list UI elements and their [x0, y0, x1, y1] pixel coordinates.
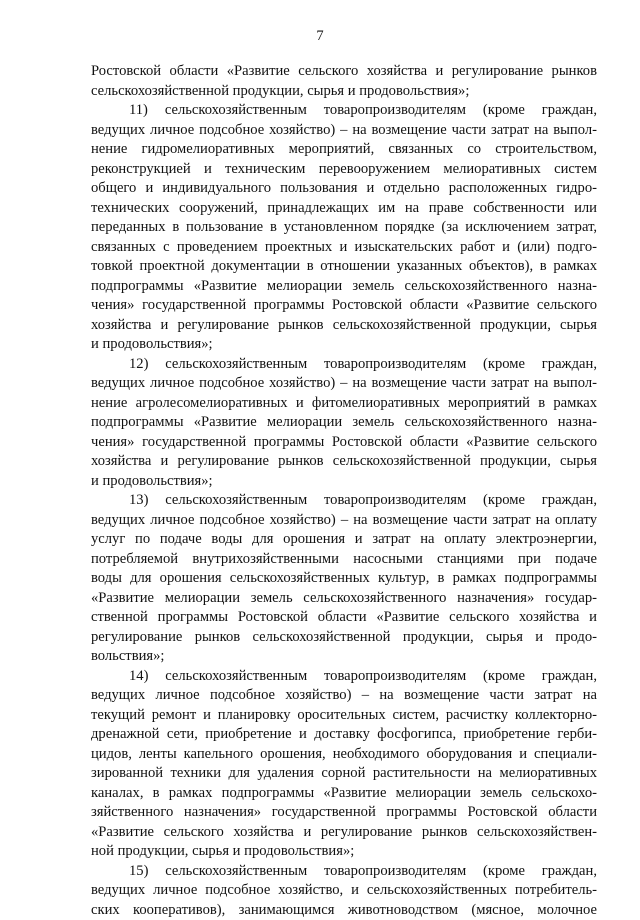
- document-body: [91, 62, 597, 920]
- text-line: нение гидромелиоративных мероприятий, связанных со строительством,: [91, 140, 597, 160]
- text-line: вольствия»;: [91, 647, 597, 667]
- text-line: ведущих личное подсобное хозяйство) – на возмещение части затрат на выпол-: [91, 374, 597, 394]
- text-line: сельскохозяйственной продукции, сырья и продовольствия»;: [91, 82, 597, 102]
- text-line: ведущих личное подсобное хозяйство, и сельскохозяйственных потребитель-: [91, 881, 597, 901]
- paragraph: [91, 862, 597, 920]
- text-line: и продовольствия»;: [91, 335, 597, 355]
- text-line: подпрограммы «Развитие мелиорации земель сельскохозяйственного назна-: [91, 277, 597, 297]
- text-line: дренажной сети, приобретение и доставку фосфогипса, приобретение герби-: [91, 725, 597, 745]
- text-line: хозяйства и регулирование рынков сельскохозяйственной продукции, сырья: [91, 452, 597, 472]
- text-line: и продовольствия»;: [91, 472, 597, 492]
- text-line: Ростовской области «Развитие сельского хозяйства и регулирование рынков: [91, 62, 597, 82]
- paragraph: [91, 491, 597, 667]
- text-line: ведущих личное подсобное хозяйство) – на возмещение части затрат на выпол-: [91, 121, 597, 141]
- text-line: общего и индивидуального пользования и отдельно расположенных гидро-: [91, 179, 597, 199]
- text-line: ной продукции, сырья и продовольствия»;: [91, 842, 597, 862]
- text-line: чения» государственной программы Ростовской области «Развитие сельского: [91, 433, 597, 453]
- text-line: воды для орошения сельскохозяйственных культур, в рамках подпрограммы: [91, 569, 597, 589]
- text-line: ственной программы Ростовской области «Развитие сельского хозяйства и: [91, 608, 597, 628]
- text-line: 14) сельскохозяйственным товаропроизводителям (кроме граждан,: [91, 667, 597, 687]
- text-line: «Развитие сельского хозяйства и регулирование рынков сельскохозяйствен-: [91, 823, 597, 843]
- text-line: 11) сельскохозяйственным товаропроизводителям (кроме граждан,: [91, 101, 597, 121]
- text-line: 15) сельскохозяйственным товаропроизводителям (кроме граждан,: [91, 862, 597, 882]
- text-line: услуг по подаче воды для орошения и затрат на оплату электроэнергии,: [91, 530, 597, 550]
- text-line: подпрограммы «Развитие мелиорации земель сельскохозяйственного назна-: [91, 413, 597, 433]
- text-line: зяйственного назначения» государственной программы Ростовской области: [91, 803, 597, 823]
- text-line: реконструкцией и техническим перевооружением мелиоративных систем: [91, 160, 597, 180]
- paragraph: [91, 101, 597, 355]
- paragraph: [91, 355, 597, 492]
- text-line: ских кооперативов), занимающимся животноводством (мясное, молочное: [91, 901, 597, 920]
- text-line: переданных в пользование в установленном порядке (за исключением затрат,: [91, 218, 597, 238]
- paragraph: [91, 667, 597, 862]
- text-line: потребляемой внутрихозяйственными насосными станциями при подаче: [91, 550, 597, 570]
- text-line: хозяйства и регулирование рынков сельскохозяйственной продукции, сырья: [91, 316, 597, 336]
- text-line: нение агролесомелиоративных и фитомелиоративных мероприятий в рамках: [91, 394, 597, 414]
- text-line: ведущих личное подсобное хозяйство) – на возмещение части затрат на оплату: [91, 511, 597, 531]
- text-line: чения» государственной программы Ростовской области «Развитие сельского: [91, 296, 597, 316]
- text-line: ведущих личное подсобное хозяйство) – на возмещение части затрат на: [91, 686, 597, 706]
- text-line: каналах, в рамках подпрограммы «Развитие мелиорации земель сельскохо-: [91, 784, 597, 804]
- text-line: регулирование рынков сельскохозяйственной продукции, сырья и продо-: [91, 628, 597, 648]
- text-line: товкой проектной документации в отношении указанных объектов), в рамках: [91, 257, 597, 277]
- text-line: 12) сельскохозяйственным товаропроизводителям (кроме граждан,: [91, 355, 597, 375]
- text-line: технических сооружений, принадлежащих им на праве собственности или: [91, 199, 597, 219]
- text-line: текущий ремонт и планировку оросительных систем, расчистку коллекторно-: [91, 706, 597, 726]
- text-line: связанных с проведением проектных и изыскательских работ и (или) подго-: [91, 238, 597, 258]
- page-number: 7: [0, 27, 640, 45]
- text-line: 13) сельскохозяйственным товаропроизводителям (кроме граждан,: [91, 491, 597, 511]
- text-line: цидов, ленты капельного орошения, необходимого оборудования и специали-: [91, 745, 597, 765]
- text-line: «Развитие мелиорации земель сельскохозяйственного назначения» государ-: [91, 589, 597, 609]
- paragraph: [91, 62, 597, 101]
- text-line: зированной техники для удаления сорной растительности на мелиоративных: [91, 764, 597, 784]
